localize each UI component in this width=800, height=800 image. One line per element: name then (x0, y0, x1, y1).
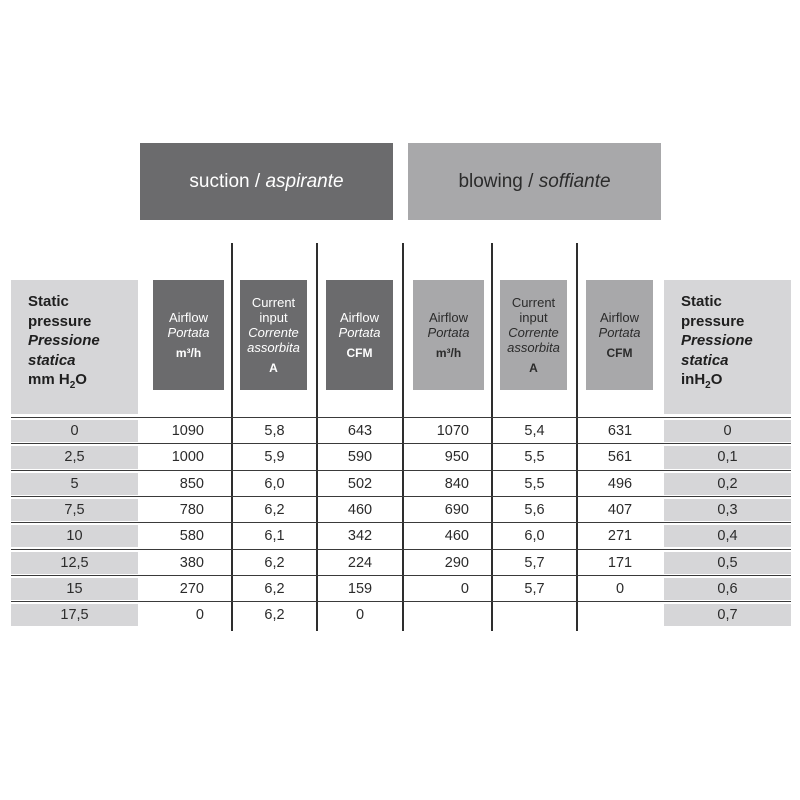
value-cell: 950 (444, 449, 469, 466)
value-cell: 0 (355, 607, 365, 624)
value-cell: 342 (347, 528, 373, 545)
value-cell: 590 (347, 449, 373, 466)
value-cell: 1090 (171, 423, 204, 439)
value-cell: 840 (444, 475, 469, 492)
col-unit: A (529, 360, 538, 375)
value-cell: 224 (347, 554, 373, 571)
pressure-inh2o-cell: 0,1 (717, 449, 738, 466)
col-label: Current input (251, 294, 296, 325)
pressure-mmh2o-cell: 0 (70, 423, 79, 439)
header-text-it: Pressione (681, 332, 753, 349)
col-label-it: Portata (167, 324, 210, 340)
row-divider (11, 522, 791, 523)
static-pressure-mmh2o-header (11, 280, 138, 414)
col-label-it: Corrente assorbita (507, 324, 560, 355)
row-divider (11, 575, 791, 576)
col-label: Airflow (168, 309, 208, 325)
value-cell: 6,0 (264, 475, 285, 492)
value-cell: 631 (607, 423, 633, 439)
header-text: pressure (681, 312, 745, 330)
value-cell: 1070 (436, 423, 469, 439)
pressure-inh2o-cell: 0,4 (717, 528, 738, 545)
value-cell: 6,2 (264, 580, 285, 597)
row-divider (11, 470, 791, 471)
value-cell: 1000 (171, 449, 204, 466)
column-header-blowing-airflow-m3h (413, 280, 484, 390)
pressure-mmh2o-cell: 10 (66, 528, 83, 545)
unit-inh2o (681, 370, 791, 396)
value-cell: 6,2 (264, 607, 285, 624)
column-header-suction-airflow-cfm (326, 280, 393, 390)
col-label: Airflow (599, 309, 639, 325)
value-cell: 5,6 (524, 501, 545, 518)
header-text-it: statica (681, 351, 729, 369)
pressure-mmh2o-cell: 2,5 (64, 449, 85, 466)
row-divider (11, 443, 791, 444)
suction-label: suction (189, 170, 250, 192)
value-cell: 5,5 (524, 449, 545, 466)
value-cell: 6,1 (264, 528, 285, 545)
blowing-label: blowing (458, 170, 523, 192)
value-cell: 6,0 (524, 528, 545, 545)
pressure-inh2o-cell: 0 (723, 423, 732, 439)
value-cell: 270 (179, 580, 204, 597)
value-cell: 690 (444, 501, 469, 518)
value-cell: 380 (179, 554, 204, 571)
header-text: Static (28, 293, 69, 310)
value-cell: 580 (179, 528, 204, 545)
value-cell: 171 (607, 554, 633, 571)
value-cell (404, 603, 469, 627)
column-header-blowing-airflow-cfm (586, 280, 653, 390)
header-text-it: Pressione (28, 332, 100, 349)
value-cell: 850 (179, 475, 204, 492)
column-header-blowing-current (500, 280, 567, 390)
value-cell: 159 (347, 580, 373, 597)
value-cell: 561 (607, 449, 633, 466)
header-text: Static (681, 293, 722, 310)
row-divider (11, 417, 791, 418)
blowing-group-header (408, 143, 661, 220)
static-pressure-inh2o-header (664, 280, 791, 414)
suction-separator: / (249, 170, 266, 192)
value-cell: 271 (607, 528, 633, 545)
value-cell: 0 (460, 580, 469, 597)
blowing-separator: / (522, 170, 539, 192)
blowing-label-it: soffiante (538, 170, 611, 192)
value-cell: 5,4 (524, 423, 545, 439)
pressure-mmh2o-cell: 15 (66, 580, 83, 597)
col-label-it: Portata (338, 324, 381, 340)
col-unit: CFM (606, 345, 633, 360)
col-unit: CFM (346, 345, 373, 360)
header-text-it: statica (28, 351, 76, 369)
value-cell (493, 603, 576, 627)
col-unit: m³/h (175, 345, 202, 360)
pressure-inh2o-cell: 0,2 (717, 475, 738, 492)
suction-label-it: aspirante (265, 170, 344, 192)
suction-group-header (140, 143, 393, 220)
header-text: pressure (28, 312, 92, 330)
col-label-it: Portata (598, 324, 641, 340)
pressure-mmh2o-cell: 17,5 (60, 607, 89, 624)
row-divider (11, 601, 791, 602)
value-cell: 5,7 (524, 554, 545, 571)
unit-sub: 2 (69, 380, 76, 391)
pressure-inh2o-cell: 0,7 (717, 607, 738, 624)
pressure-inh2o-cell: 0,3 (717, 501, 738, 518)
unit-text: O (710, 371, 723, 388)
value-cell: 0 (195, 607, 204, 624)
pressure-mmh2o-cell: 7,5 (64, 501, 85, 518)
unit-text: inH (681, 371, 706, 388)
value-cell: 6,2 (264, 554, 285, 571)
unit-text: O (75, 371, 87, 388)
value-cell: 5,5 (524, 475, 545, 492)
value-cell: 496 (607, 475, 633, 492)
pressure-inh2o-cell: 0,5 (717, 554, 738, 571)
unit-mmh2o (28, 370, 138, 396)
value-cell: 780 (179, 501, 204, 518)
value-cell: 460 (444, 528, 469, 545)
unit-text: mm H (28, 371, 70, 388)
value-cell: 407 (607, 501, 633, 518)
value-cell: 460 (347, 501, 373, 518)
col-label-it: Portata (427, 324, 470, 340)
value-cell: 502 (347, 475, 373, 492)
row-divider (11, 549, 791, 550)
unit-sub: 2 (705, 380, 711, 391)
col-label: Current input (511, 294, 556, 325)
value-cell: 0 (615, 580, 625, 597)
col-label: Airflow (339, 309, 379, 325)
col-label-it: Corrente assorbita (247, 324, 300, 355)
pressure-mmh2o-cell: 12,5 (60, 554, 89, 571)
col-label: Airflow (428, 309, 468, 325)
value-cell: 5,8 (264, 423, 285, 439)
pressure-inh2o-cell: 0,6 (717, 580, 738, 597)
value-cell: 290 (444, 554, 469, 571)
column-header-suction-airflow-m3h (153, 280, 224, 390)
value-cell: 6,2 (264, 501, 285, 518)
col-unit: A (269, 360, 278, 375)
value-cell: 643 (347, 423, 373, 439)
col-unit: m³/h (435, 345, 462, 360)
value-cell: 5,7 (524, 580, 545, 597)
value-cell: 5,9 (264, 449, 285, 466)
column-header-suction-current (240, 280, 307, 390)
row-divider (11, 496, 791, 497)
value-cell (578, 603, 662, 627)
pressure-mmh2o-cell: 5 (70, 475, 79, 492)
